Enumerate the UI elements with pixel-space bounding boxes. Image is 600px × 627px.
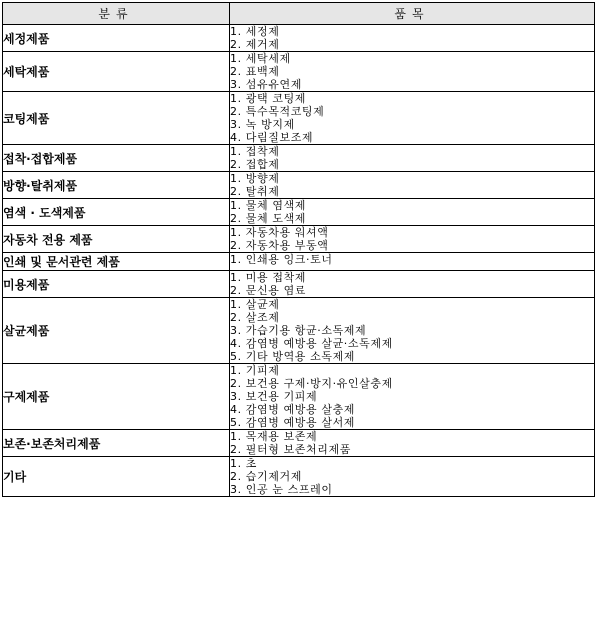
table-row [3, 298, 595, 364]
list-item: 2. 접합제 [230, 158, 280, 171]
list-item: 2. 자동차용 부동액 [230, 239, 329, 252]
item-list [230, 25, 595, 52]
table-row [3, 253, 595, 271]
category-name: 구제제품 [3, 364, 230, 430]
category-name: 코팅제품 [3, 92, 230, 145]
category-name: 염색 · 도색제품 [3, 199, 230, 226]
list-item: 2. 살조제 [230, 311, 280, 324]
table-row [3, 364, 595, 430]
list-item: 4. 감염병 예방용 살충제 [230, 403, 356, 416]
list-item: 2. 습기제거제 [230, 470, 302, 483]
item-list [230, 145, 595, 172]
item-list [230, 253, 595, 271]
table-row [3, 271, 595, 298]
table-row [3, 172, 595, 199]
table-body [3, 25, 595, 497]
list-item: 3. 인공 눈 스프레이 [230, 483, 333, 496]
list-item: 2. 특수목적코팅제 [230, 105, 325, 118]
list-item: 5. 감염병 예방용 살서제 [230, 416, 356, 429]
table-header-row [3, 3, 595, 25]
table-row [3, 25, 595, 52]
list-item: 2. 물체 도색제 [230, 212, 307, 225]
list-item: 1. 세정제 [230, 25, 280, 38]
table-row [3, 457, 595, 497]
list-item: 1. 인쇄용 잉크·토너 [230, 253, 333, 266]
category-name: 기타 [3, 457, 230, 497]
list-item: 3. 녹 방지제 [230, 118, 295, 131]
item-list [230, 271, 595, 298]
item-list [230, 226, 595, 253]
category-name: 자동차 전용 제품 [3, 226, 230, 253]
item-list [230, 92, 595, 145]
item-list [230, 298, 595, 364]
list-item: 1. 기피제 [230, 364, 280, 377]
list-item: 2. 표백제 [230, 65, 280, 78]
header-category: 분류 [3, 3, 230, 25]
list-item: 1. 세탁세제 [230, 52, 291, 65]
category-name: 접착·접합제품 [3, 145, 230, 172]
item-list [230, 199, 595, 226]
category-name: 세탁제품 [3, 52, 230, 92]
list-item: 1. 목재용 보존제 [230, 430, 318, 443]
table-row [3, 199, 595, 226]
category-name: 미용제품 [3, 271, 230, 298]
list-item: 3. 섬유유연제 [230, 78, 302, 91]
list-item: 4. 감염병 예방용 살균·소독제제 [230, 337, 393, 350]
list-item: 1. 광택 코팅제 [230, 92, 307, 105]
list-item: 5. 기타 방역용 소독제제 [230, 350, 356, 363]
category-name: 방향·탈취제품 [3, 172, 230, 199]
list-item: 1. 초 [230, 457, 258, 470]
item-list [230, 364, 595, 430]
item-list [230, 430, 595, 457]
category-name: 인쇄 및 문서관련 제품 [3, 253, 230, 271]
list-item: 3. 보건용 기피제 [230, 390, 318, 403]
table-row [3, 92, 595, 145]
item-list [230, 172, 595, 199]
table-row [3, 430, 595, 457]
list-item: 1. 방향제 [230, 172, 280, 185]
list-item: 1. 자동차용 워셔액 [230, 226, 329, 239]
list-item: 1. 살균제 [230, 298, 280, 311]
header-items: 품목 [230, 3, 595, 25]
table-row [3, 145, 595, 172]
list-item: 1. 접착제 [230, 145, 280, 158]
list-item: 1. 물체 염색제 [230, 199, 307, 212]
item-list [230, 457, 595, 497]
list-item: 2. 제거제 [230, 38, 280, 51]
category-name: 보존·보존처리제품 [3, 430, 230, 457]
table-row [3, 226, 595, 253]
table-row [3, 52, 595, 92]
item-list [230, 52, 595, 92]
list-item: 2. 보건용 구제·방지·유인살충제 [230, 377, 393, 390]
list-item: 4. 다림질보조제 [230, 131, 314, 144]
list-item: 2. 문신용 염료 [230, 284, 307, 297]
product-category-table [2, 2, 595, 497]
category-name: 세정제품 [3, 25, 230, 52]
list-item: 1. 미용 접착제 [230, 271, 307, 284]
list-item: 2. 탈취제 [230, 185, 280, 198]
category-name: 살균제품 [3, 298, 230, 364]
list-item: 2. 필터형 보존처리제품 [230, 443, 351, 456]
list-item: 3. 가습기용 항균·소독제제 [230, 324, 367, 337]
